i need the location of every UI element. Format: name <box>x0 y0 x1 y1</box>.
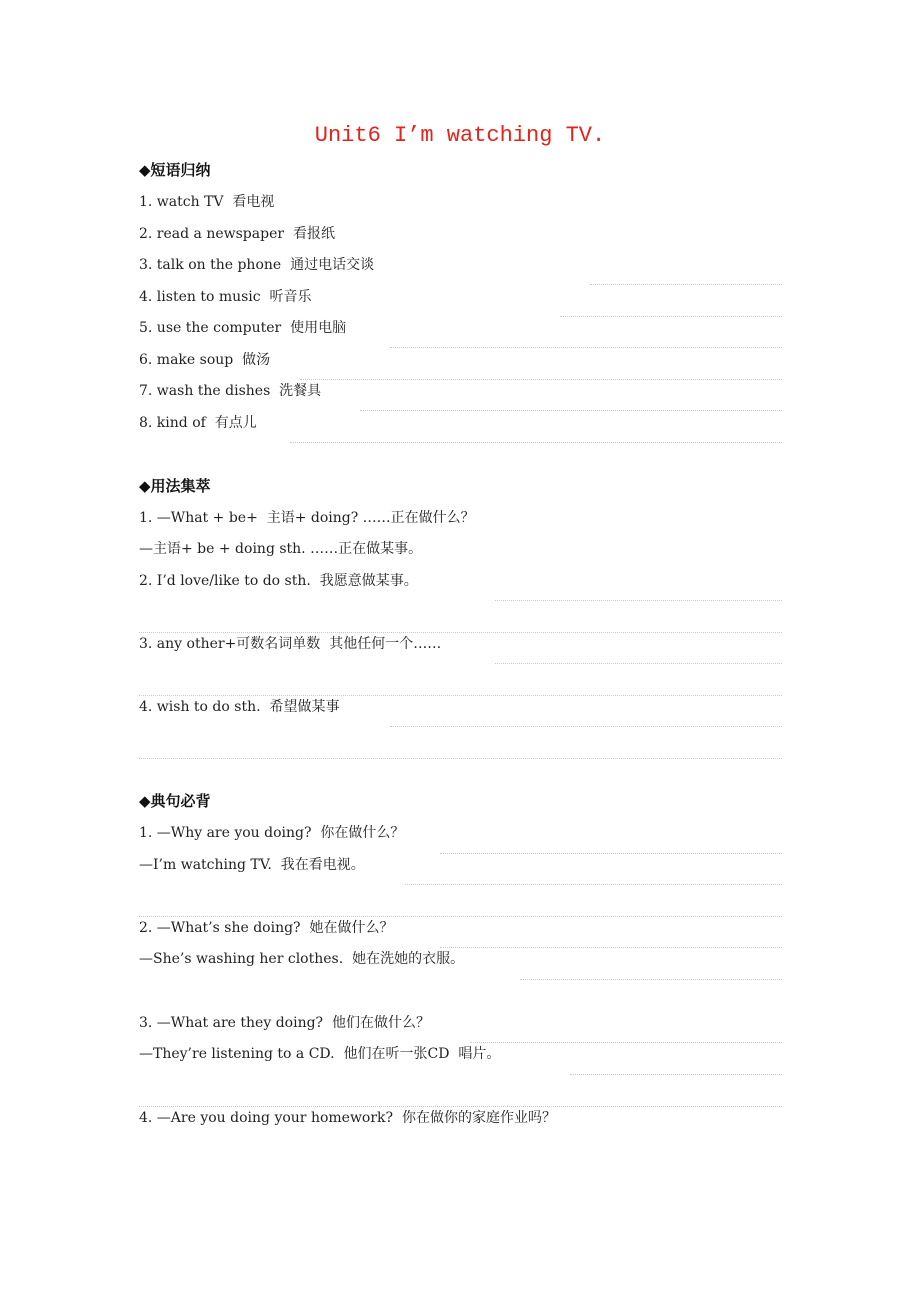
section-heading-sentences: ◆典句必背 <box>139 792 211 810</box>
sentence-item: 4. —Are you doing your homework? 你在做你的家庭作业吗？ <box>139 1110 556 1126</box>
dotted-rule <box>495 600 782 601</box>
dotted-rule <box>139 1106 782 1107</box>
dotted-rule <box>560 316 782 317</box>
dotted-rule <box>390 347 782 348</box>
dotted-rule <box>570 1074 782 1075</box>
dotted-rule <box>390 726 782 727</box>
page-title: Unit6 I’m watching TV. <box>314 123 606 148</box>
section-heading-usage: ◆用法集萃 <box>139 477 211 495</box>
dotted-rule <box>139 758 782 759</box>
phrase-item: 3. talk on the phone 通过电话交谈 <box>139 257 375 273</box>
phrase-item: 2. read a newspaper 看报纸 <box>139 226 335 242</box>
dotted-rule <box>360 410 782 411</box>
dotted-rule <box>300 379 782 380</box>
usage-item: 2. I’d love/like to do sth. 我愿意做某事。 <box>139 573 418 589</box>
dotted-rule <box>440 853 782 854</box>
phrase-item: 8. kind of 有点儿 <box>139 415 257 431</box>
sentence-item: 1. —Why are you doing? 你在做什么？ <box>139 825 405 841</box>
dotted-rule <box>405 884 782 885</box>
dotted-rule <box>139 695 782 696</box>
dotted-rule <box>139 632 782 633</box>
sentence-item: —She’s washing her clothes. 她在洗她的衣服。 <box>139 951 465 967</box>
dotted-rule <box>470 1042 782 1043</box>
dotted-rule <box>590 284 782 285</box>
dotted-rule <box>495 663 782 664</box>
usage-item: 4. wish to do sth. 希望做某事 <box>139 699 340 715</box>
sentence-item: —They’re listening to a CD. 他们在听一张CD 唱片。 <box>139 1046 501 1062</box>
usage-item: 1. —What + be+ 主语+ doing? ……正在做什么？ <box>139 510 475 526</box>
usage-item: 3. any other+可数名词单数 其他任何一个…… <box>139 636 442 652</box>
dotted-rule <box>520 979 782 980</box>
phrase-item: 5. use the computer 使用电脑 <box>139 320 347 336</box>
section-heading-phrases: ◆短语归纳 <box>139 161 211 179</box>
sentence-item: 3. —What are they doing? 他们在做什么？ <box>139 1015 430 1031</box>
phrase-item: 1. watch TV 看电视 <box>139 194 275 210</box>
dotted-rule <box>290 442 782 443</box>
sentence-item: —I’m watching TV. 我在看电视。 <box>139 857 365 873</box>
phrase-item: 6. make soup 做汤 <box>139 352 271 368</box>
dotted-rule <box>440 947 782 948</box>
phrase-item: 7. wash the dishes 洗餐具 <box>139 383 322 399</box>
dotted-rule <box>139 916 782 917</box>
phrase-item: 4. listen to music 听音乐 <box>139 289 312 305</box>
sentence-item: 2. —What’s she doing? 她在做什么？ <box>139 920 394 936</box>
usage-item: —主语+ be + doing sth. ……正在做某事。 <box>139 541 423 557</box>
